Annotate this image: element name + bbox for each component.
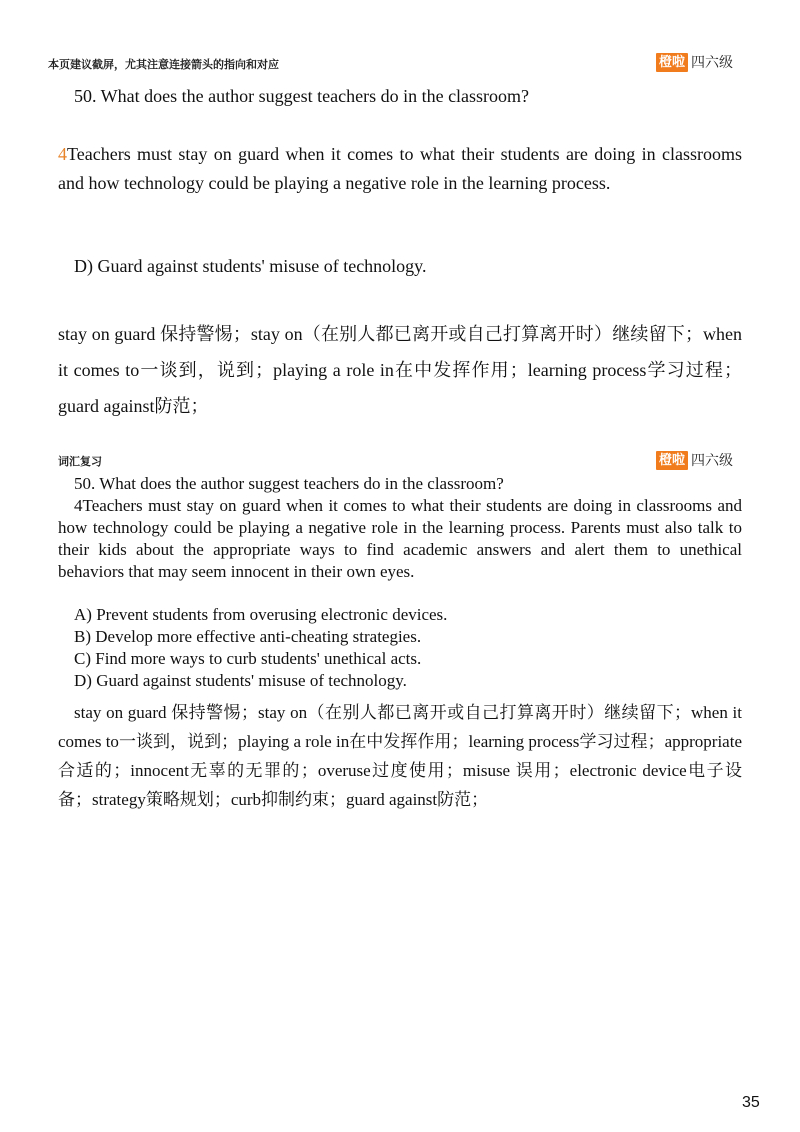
page-number: 35 (742, 1094, 760, 1111)
passage-2-text: Teachers must stay on guard when it comes to what their students are doing in classrooms and how technology could be playing a negative role in the learning process. Parents must also talk to their kids about the appropriate ways to find academic answers and alert them to unethical behaviors that may seem innocent in their own eyes. (58, 496, 742, 581)
question-2: 50. What does the author suggest teachers do in the classroom? (74, 474, 504, 493)
passage-1-text: Teachers must stay on guard when it comes to what their students are doing in classrooms and how technology could be playing a negative role in the learning process. (58, 144, 742, 193)
section-2-label: 词汇复习 (58, 455, 102, 468)
passage-1 (58, 140, 742, 198)
page-header (0, 52, 800, 76)
paragraph-marker-2: 4 (74, 496, 83, 515)
question-1: 50. What does the author suggest teachers do in the classroom? (74, 86, 530, 106)
answer-1: D) Guard against students' misuse of technology. (74, 256, 427, 276)
paragraph-marker: 4 (58, 144, 67, 164)
option-d: D) Guard against students' misuse of technology. (74, 671, 407, 690)
option-c: C) Find more ways to curb students' unethical acts. (74, 649, 422, 668)
brand-level: 四六级 (691, 55, 734, 71)
passage-2 (58, 495, 742, 583)
brand-logo (656, 52, 733, 72)
brand-logo-2 (656, 450, 733, 470)
brand-badge-2: 橙啦 (656, 451, 688, 470)
option-a: A) Prevent students from overusing electronic devices. (74, 605, 448, 624)
vocab-list-1: stay on guard 保持警惕；stay on（在别人都已离开或自己打算离开时）继续留下；when it comes to一谈到，说到；playing a role in在中发挥作用；learning process学习过程；guard against防范； (58, 324, 742, 416)
vocab-list-2 (58, 698, 742, 814)
brand-badge: 橙啦 (656, 53, 688, 72)
option-b: B) Develop more effective anti-cheating strategies. (74, 627, 422, 646)
screenshot-note: 本页建议截屏，尤其注意连接箭头的指向和对应 (48, 58, 279, 71)
brand-level-2: 四六级 (691, 453, 734, 469)
vocab-list-2-text: stay on guard 保持警惕；stay on（在别人都已离开或自己打算离开时）继续留下；when it comes to一谈到，说到；playing a role in在中发挥作用；learning process学习过程；appropriate合适的；innocent无辜的无罪的；overuse过度使用；misuse 误用；electronic device电子设备；strategy策略规划；curb抑制约束；guard against防范； (58, 703, 742, 809)
